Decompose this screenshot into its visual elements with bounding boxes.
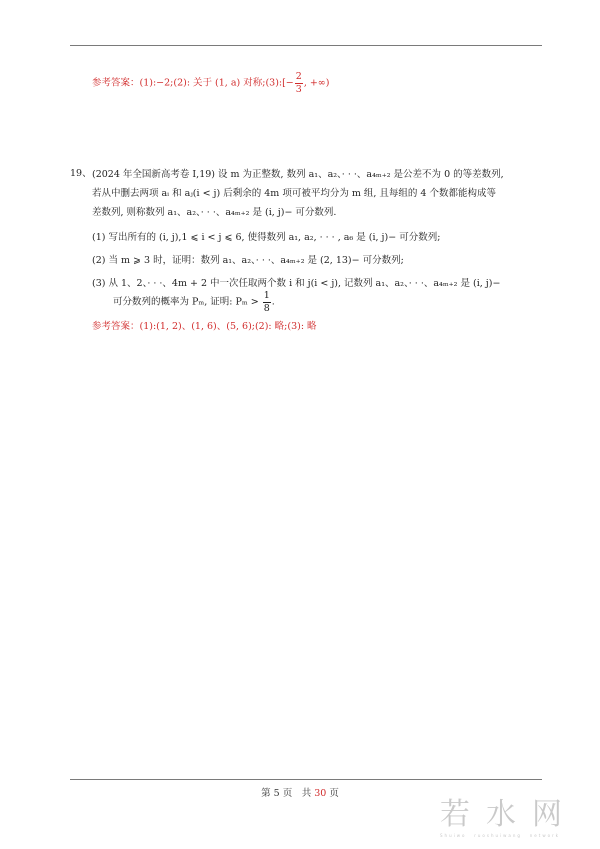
answer-18 bbox=[92, 72, 329, 94]
page-footer: 第 5 页 共 30 页 bbox=[261, 788, 339, 799]
sub-question-2: (2) 当 m ⩾ 3 时，证明：数列 a₁、a₂、· · ·、a₄ₘ₊₂ 是 (2, 13)− 可分数列; bbox=[92, 255, 404, 266]
page-number: 5 bbox=[273, 788, 280, 799]
answer-18-suffix: , +∞) bbox=[303, 77, 330, 89]
answer-18-fraction: $\frac{2}{3}$ bbox=[295, 71, 302, 95]
probability-fraction: $\frac{1}{8}$ bbox=[263, 290, 270, 314]
sub-question-1: (1) 写出所有的 (i, j),1 ⩽ i < j ⩽ 6, 使得数列 a₁, a₂, · · · , a₆ 是 (i, j)− 可分数列; bbox=[92, 232, 441, 243]
sub-question-3-continued: 可分数列的概率为 Pₘ, 证明: Pₘ > $\frac{1}{8}$ . bbox=[113, 290, 275, 314]
question-stem bbox=[92, 165, 542, 222]
question-line: 若从中删去两项 aᵢ 和 aⱼ(i < j) 后剩余的 4m 项可被平均分为 m 组, 且每组的 4 个数都能构成等 bbox=[92, 188, 496, 199]
watermark-logo bbox=[440, 797, 590, 849]
question-number: 19、 bbox=[70, 168, 92, 179]
footer-rule bbox=[70, 779, 542, 780]
answer-19: 参考答案：(1):(1, 2)、(1, 6)、(5, 6);(2): 略;(3): 略 bbox=[92, 321, 317, 332]
watermark-subtext: Shuiwo ruoshuiwang network bbox=[440, 833, 560, 838]
total-pages: 30 bbox=[314, 788, 327, 799]
question-line: 差数列, 则称数列 a₁、a₂、· · ·、a₄ₘ₊₂ 是 (i, j)− 可分数列. bbox=[92, 207, 337, 218]
header-rule bbox=[70, 45, 542, 46]
answer-18-text: 参考答案：(1):−2;(2): 关于 (1, a) 对称;(3):[− bbox=[92, 77, 294, 89]
question-line: (2024 年全国新高考卷 I,19) 设 m 为正整数, 数列 a₁、a₂、· · ·、a₄ₘ₊₂ 是公差不为 0 的等差数列, bbox=[92, 169, 504, 180]
watermark-text: 若水网 bbox=[440, 797, 578, 832]
sub-question-3: (3) 从 1、2、· · ·、4m + 2 中一次任取两个数 i 和 j(i < j), 记数列 a₁、a₂、· · ·、a₄ₘ₊₂ 是 (i, j)− bbox=[92, 278, 501, 289]
